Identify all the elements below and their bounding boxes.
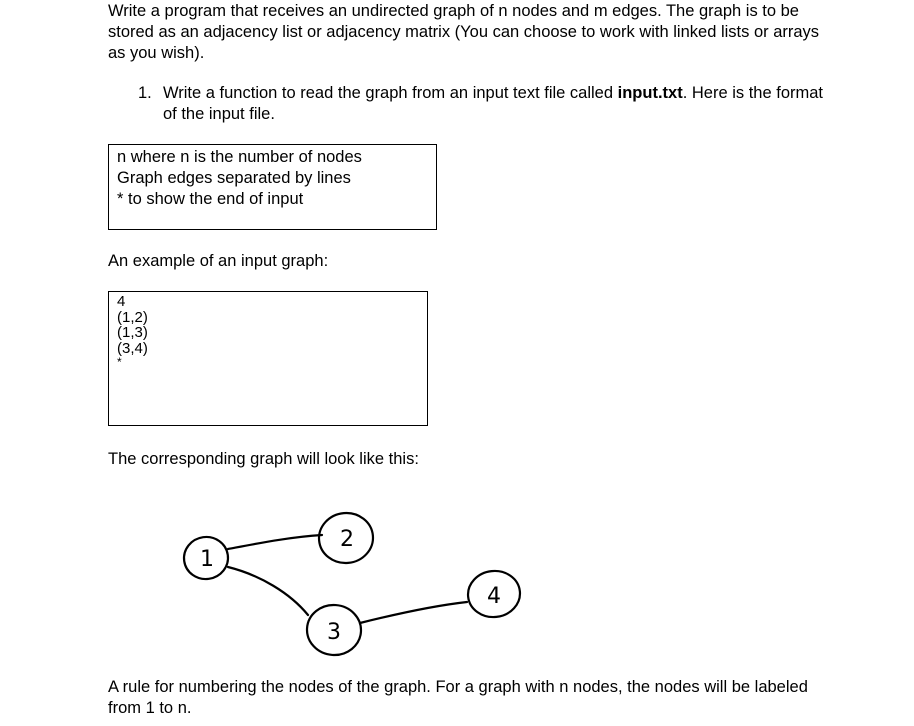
format-box <box>108 144 437 230</box>
input-filename: input.txt <box>617 84 683 102</box>
graph-label: The corresponding graph will look like this: <box>108 450 419 468</box>
example-line-3: (1,3) <box>117 324 148 341</box>
task-1-text-before: Write a function to read the graph from an input text file called <box>163 84 618 102</box>
task-1-text-after: . Here is the format of the input file. <box>163 84 824 123</box>
task-1-number: 1. <box>138 84 152 102</box>
node-1-label: 1 <box>200 547 214 572</box>
node-2-label: 2 <box>340 527 354 552</box>
edge-1-2 <box>228 535 322 549</box>
example-end-marker: * <box>117 355 122 369</box>
intro-paragraph: Write a program that receives an undirected graph of n nodes and m edges. The graph is to be stored as an adjacency list or adjacency matrix (You can choose to work with linked lists or arrays as you wish). <box>108 2 820 62</box>
task-1-text <box>163 83 823 125</box>
format-line-3: * to show the end of input <box>117 190 304 208</box>
format-line-1: n where n is the number of nodes <box>117 148 362 166</box>
graph-drawing <box>170 505 530 665</box>
example-label: An example of an input graph: <box>108 252 329 270</box>
edge-1-3 <box>228 567 308 615</box>
format-line-2: Graph edges separated by lines <box>117 169 351 187</box>
node-4-label: 4 <box>487 584 501 609</box>
example-line-1: 4 <box>117 293 126 310</box>
edge-3-4 <box>360 602 467 623</box>
example-box <box>108 291 428 426</box>
numbering-rule: A rule for numbering the nodes of the graph. For a graph with n nodes, the nodes will be labeled from 1 to n. <box>108 678 808 717</box>
example-line-4: (3,4) <box>117 339 148 357</box>
example-line-2: (1,2) <box>117 308 148 326</box>
node-3-label: 3 <box>327 620 341 645</box>
